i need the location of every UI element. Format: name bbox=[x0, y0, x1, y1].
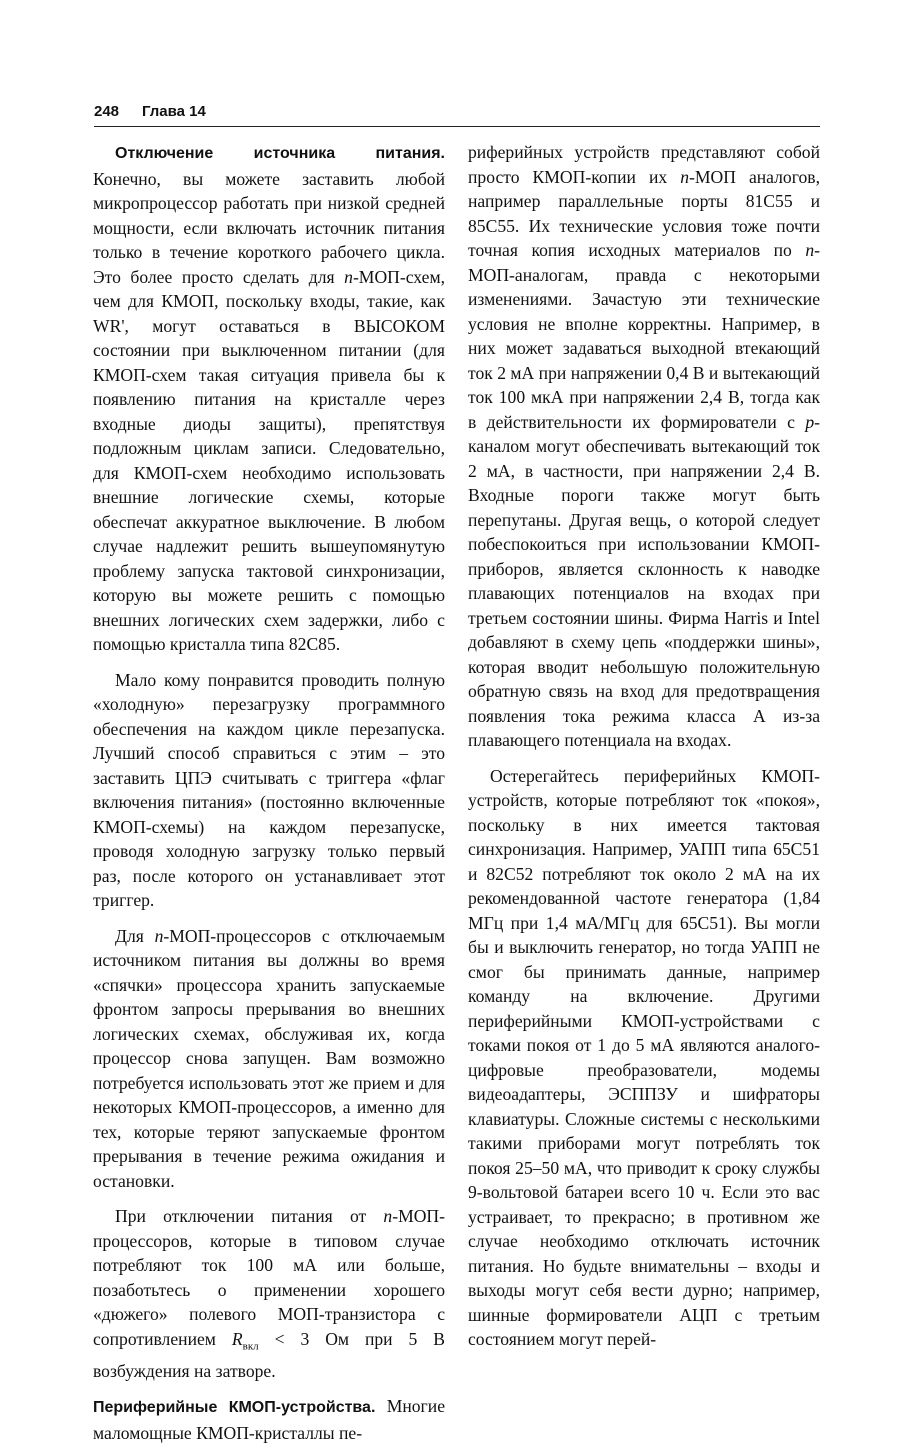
resistance-subscript: вкл bbox=[242, 1340, 259, 1353]
paragraph-interrupts bbox=[93, 924, 445, 1194]
right-column bbox=[468, 140, 820, 1363]
resistance-symbol: R bbox=[231, 1328, 243, 1349]
paragraph-text: -МОП аналогов, например параллельные порты 81С55 и 85С55. Их технические условия тоже почти точная копия исходных материалов по bbox=[468, 166, 821, 260]
paragraph-cold-reboot: Мало кому понравится проводить полную «холодную» перезагрузку программного обеспечения на каждом цикле перезапуска. Лучший способ справиться с этим – это заставить ЦПЭ считывать с триггера «флаг включения питания» (постоянно включенные КМОП-схемы) на каждом перезапуске, проводя холодную загрузку только первый раз, после которого он устанавливает этот триггер. bbox=[93, 669, 445, 910]
paragraph-text: -каналом могут обеспечивать вытекающий ток 2 мА, в частности, при напряжении 2,4 В. Входные пороги также могут быть перепутаны. Другая вещь, о которой следует побеспокоиться при использовании КМОП-приборов, является склонность к наводке плавающих потенциалов на входах при третьем состоянии шины. Фирма Harris и Intel добавляют в схему цепь «поддержки шины», которая вводит небольшую положительную обратную связь на вход для предотвращения появления тока режима класса А из-за плавающего потенциала на входах. bbox=[468, 411, 820, 750]
paragraph-text: -МОП-процессоров с отключаемым источником питания вы должны во время «спячки» процессора хранить запускаемые фронтом запросы прерывания во внешних логических схемах, обслуживая их, когда процессор снова запущен. Вам возможно потребуется использовать этот же прием и для некоторых КМОП-процессоров, а именно для тех, которые теряют запускаемые фронтом прерывания в течение режима ожидания и остановки. bbox=[93, 925, 445, 1191]
left-column bbox=[93, 140, 445, 1456]
paragraph-text: Для bbox=[115, 925, 155, 946]
italic-symbol: n bbox=[344, 266, 353, 287]
paragraph-text: < 3 Ом при 5 В возбуждения на затворе. bbox=[93, 1328, 446, 1381]
italic-symbol: n bbox=[383, 1206, 393, 1226]
paragraph-mosfet bbox=[93, 1204, 445, 1383]
paragraph-power-off bbox=[93, 140, 445, 657]
page-number: 248 bbox=[94, 103, 120, 120]
paragraph-text: При отключении питания от bbox=[115, 1206, 384, 1226]
paragraph-text: -МОП-аналогам, правда с некоторыми изменениями. Зачастую эти технические условия не вполне корректны. Например, в них может задаваться выходной втекающий ток 2 мА при напряжении 0,4 В и вытекающий ток 100 мкА при напряжении 2,4 В, тогда как в действительности их формирователи с bbox=[468, 240, 820, 432]
running-header bbox=[94, 100, 820, 127]
paragraph-quiescent-current: Остерегайтесь периферийных КМОП-устройств, которые потребляют ток «покоя», поскольку в них имеется тактовая синхронизация. Например, УАПП типа 65С51 и 82С52 потребляют ток около 2 мА на их рекомендованной частоте генератора (1,84 МГц при 1,4 мА/МГц для 65С51). Вы могли бы и выключить генератор, но тогда УАПП не смог бы принимать данные, например команду на включение. Другими периферийными КМОП-устройствами с токами покоя от 1 до 5 мА являются аналого-цифровые преобразователи, модемы видеоадаптеры, ЭСППЗУ и шифраторы клавиатуры. Сложные системы с несколькими такими приборами могут потреблять ток покоя 25–50 мА, что приводит к сроку службы 9-вольтовой батареи всего 10 ч. Если это вас устраивает, то прекрасно; в противном же случае необходимо отключать источник питания. Но будьте внимательны – входы и выходы могут себя вести дурно; например, шинные формирователи АЦП с третьим состоянием могут перей- bbox=[468, 765, 820, 1349]
paragraph-text: риферийных устройств представляют собой просто КМОП-копии их bbox=[468, 142, 820, 187]
section-heading-cmos-peripherals: Периферийные КМОП-устройства. bbox=[93, 1399, 376, 1417]
paragraph-text: -МОП-процессоров, которые в типовом случае потребляют ток 100 мА или больше, позаботьтесь о применении хорошего «дюжего» полевого МОП-транзистора с сопротивлением bbox=[93, 1206, 445, 1349]
paragraph-cmos-copies bbox=[468, 140, 820, 753]
paragraph-text: Конечно, вы можете заставить любой микропроцессор работать при низкой средней мощности, если включать источник питания только в течение короткого рабочего цикла. Это более просто сделать для bbox=[93, 168, 445, 287]
italic-symbol: p bbox=[805, 411, 815, 432]
paragraph-text: Многие маломощные КМОП-кристаллы пе- bbox=[93, 1396, 445, 1443]
section-heading-power-off: Отключение источника питания. bbox=[115, 145, 445, 162]
italic-symbol: n bbox=[680, 166, 689, 187]
chapter-title: Глава 14 bbox=[142, 103, 206, 120]
paragraph-text: -МОП-схем, чем для КМОП, поскольку входы, такие, как WR', могут оставаться в ВЫСОКОМ состоянии при выключенном питании (для КМОП-схем такая ситуация привела бы к появлению питания на кристалле через входные диоды защиты), препятствуя подложным циклам записи. Следовательно, для КМОП-схем необходимо использовать внешние логические схемы, которые обеспечат аккуратное выключение. В любом случае надлежит решить вышеупомянутую проблему запуска тактовой синхронизации, которую вы можете решить с помощью внешних логических схем задержки, либо с помощью кристалла типа 82С85. bbox=[93, 266, 445, 654]
italic-symbol: n bbox=[805, 240, 815, 260]
paragraph-cmos-peripherals bbox=[93, 1394, 445, 1445]
italic-symbol: n bbox=[154, 925, 164, 946]
